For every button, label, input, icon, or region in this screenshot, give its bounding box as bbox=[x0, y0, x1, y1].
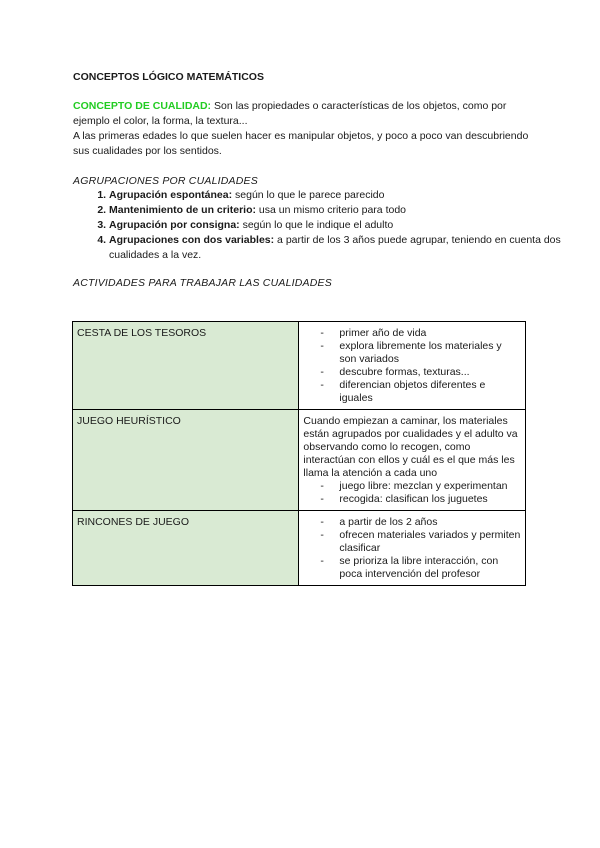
activity-items bbox=[303, 516, 521, 581]
list-item bbox=[109, 233, 569, 263]
concept-paragraph-2: A las primeras edades lo que suelen hacer es manipular objetos, y poco a poco van descubriendo sus cualidades por los sentidos. bbox=[73, 130, 529, 157]
list-item: - explora libremente los materiales y son variados bbox=[303, 340, 521, 366]
group-text: según lo que le parece parecido bbox=[232, 189, 385, 201]
activity-intro: Cuando empiezan a caminar, los materiales están agrupados por cualidades y el adulto va observando como lo recogen, como interactúan con ellos y cuál es el que más les llama la atención a cada uno bbox=[303, 415, 518, 479]
concept-text: Son las propiedades o características de los objetos, como por ejemplo el color, la forma, la textura... bbox=[73, 100, 507, 127]
list-item: - diferencian objetos diferentes e iguales bbox=[303, 379, 521, 405]
list-item: - a partir de los 2 años bbox=[303, 516, 521, 529]
groups-heading: AGRUPACIONES POR CUALIDADES bbox=[73, 175, 258, 187]
activity-detail-cell bbox=[299, 410, 526, 511]
activity-detail-cell bbox=[299, 322, 526, 410]
group-text: usa un mismo criterio para todo bbox=[256, 204, 406, 216]
concept-paragraph bbox=[73, 99, 533, 159]
activities-heading: ACTIVIDADES PARA TRABAJAR LAS CUALIDADES bbox=[73, 277, 332, 289]
group-term: Agrupación por consigna: bbox=[109, 219, 240, 231]
group-text: a partir de los 3 años puede agrupar, teniendo en cuenta dos cualidades a la vez. bbox=[109, 234, 561, 261]
list-item: - juego libre: mezclan y experimentan bbox=[303, 480, 521, 493]
table-row bbox=[73, 511, 526, 586]
groups-list bbox=[73, 188, 569, 263]
list-item bbox=[109, 203, 569, 218]
list-item: - se prioriza la libre interacción, con poca intervención del profesor bbox=[303, 555, 521, 581]
document-title: CONCEPTOS LÓGICO MATEMÁTICOS bbox=[73, 71, 264, 83]
list-item: - ofrecen materiales variados y permiten clasificar bbox=[303, 529, 521, 555]
table-row bbox=[73, 322, 526, 410]
activity-items bbox=[303, 327, 521, 405]
activity-name-cell: CESTA DE LOS TESOROS bbox=[73, 322, 299, 410]
list-item: - primer año de vida bbox=[303, 327, 521, 340]
group-text: según lo que le indique el adulto bbox=[239, 219, 394, 231]
list-item bbox=[109, 188, 569, 203]
concept-label: CONCEPTO DE CUALIDAD: bbox=[73, 100, 212, 112]
activity-name-cell: JUEGO HEURÍSTICO bbox=[73, 410, 299, 511]
list-item bbox=[109, 218, 569, 233]
concept-definition bbox=[73, 99, 533, 129]
activities-table bbox=[72, 321, 526, 586]
group-term: Agrupaciones con dos variables: bbox=[109, 234, 275, 246]
group-term: Agrupación espontánea: bbox=[109, 189, 233, 201]
table-row bbox=[73, 410, 526, 511]
list-item: - recogida: clasifican los juguetes bbox=[303, 493, 521, 506]
group-term: Mantenimiento de un criterio: bbox=[109, 204, 257, 216]
activity-items bbox=[303, 480, 521, 506]
list-item: - descubre formas, texturas... bbox=[303, 366, 521, 379]
activity-detail-cell bbox=[299, 511, 526, 586]
activity-name-cell: RINCONES DE JUEGO bbox=[73, 511, 299, 586]
